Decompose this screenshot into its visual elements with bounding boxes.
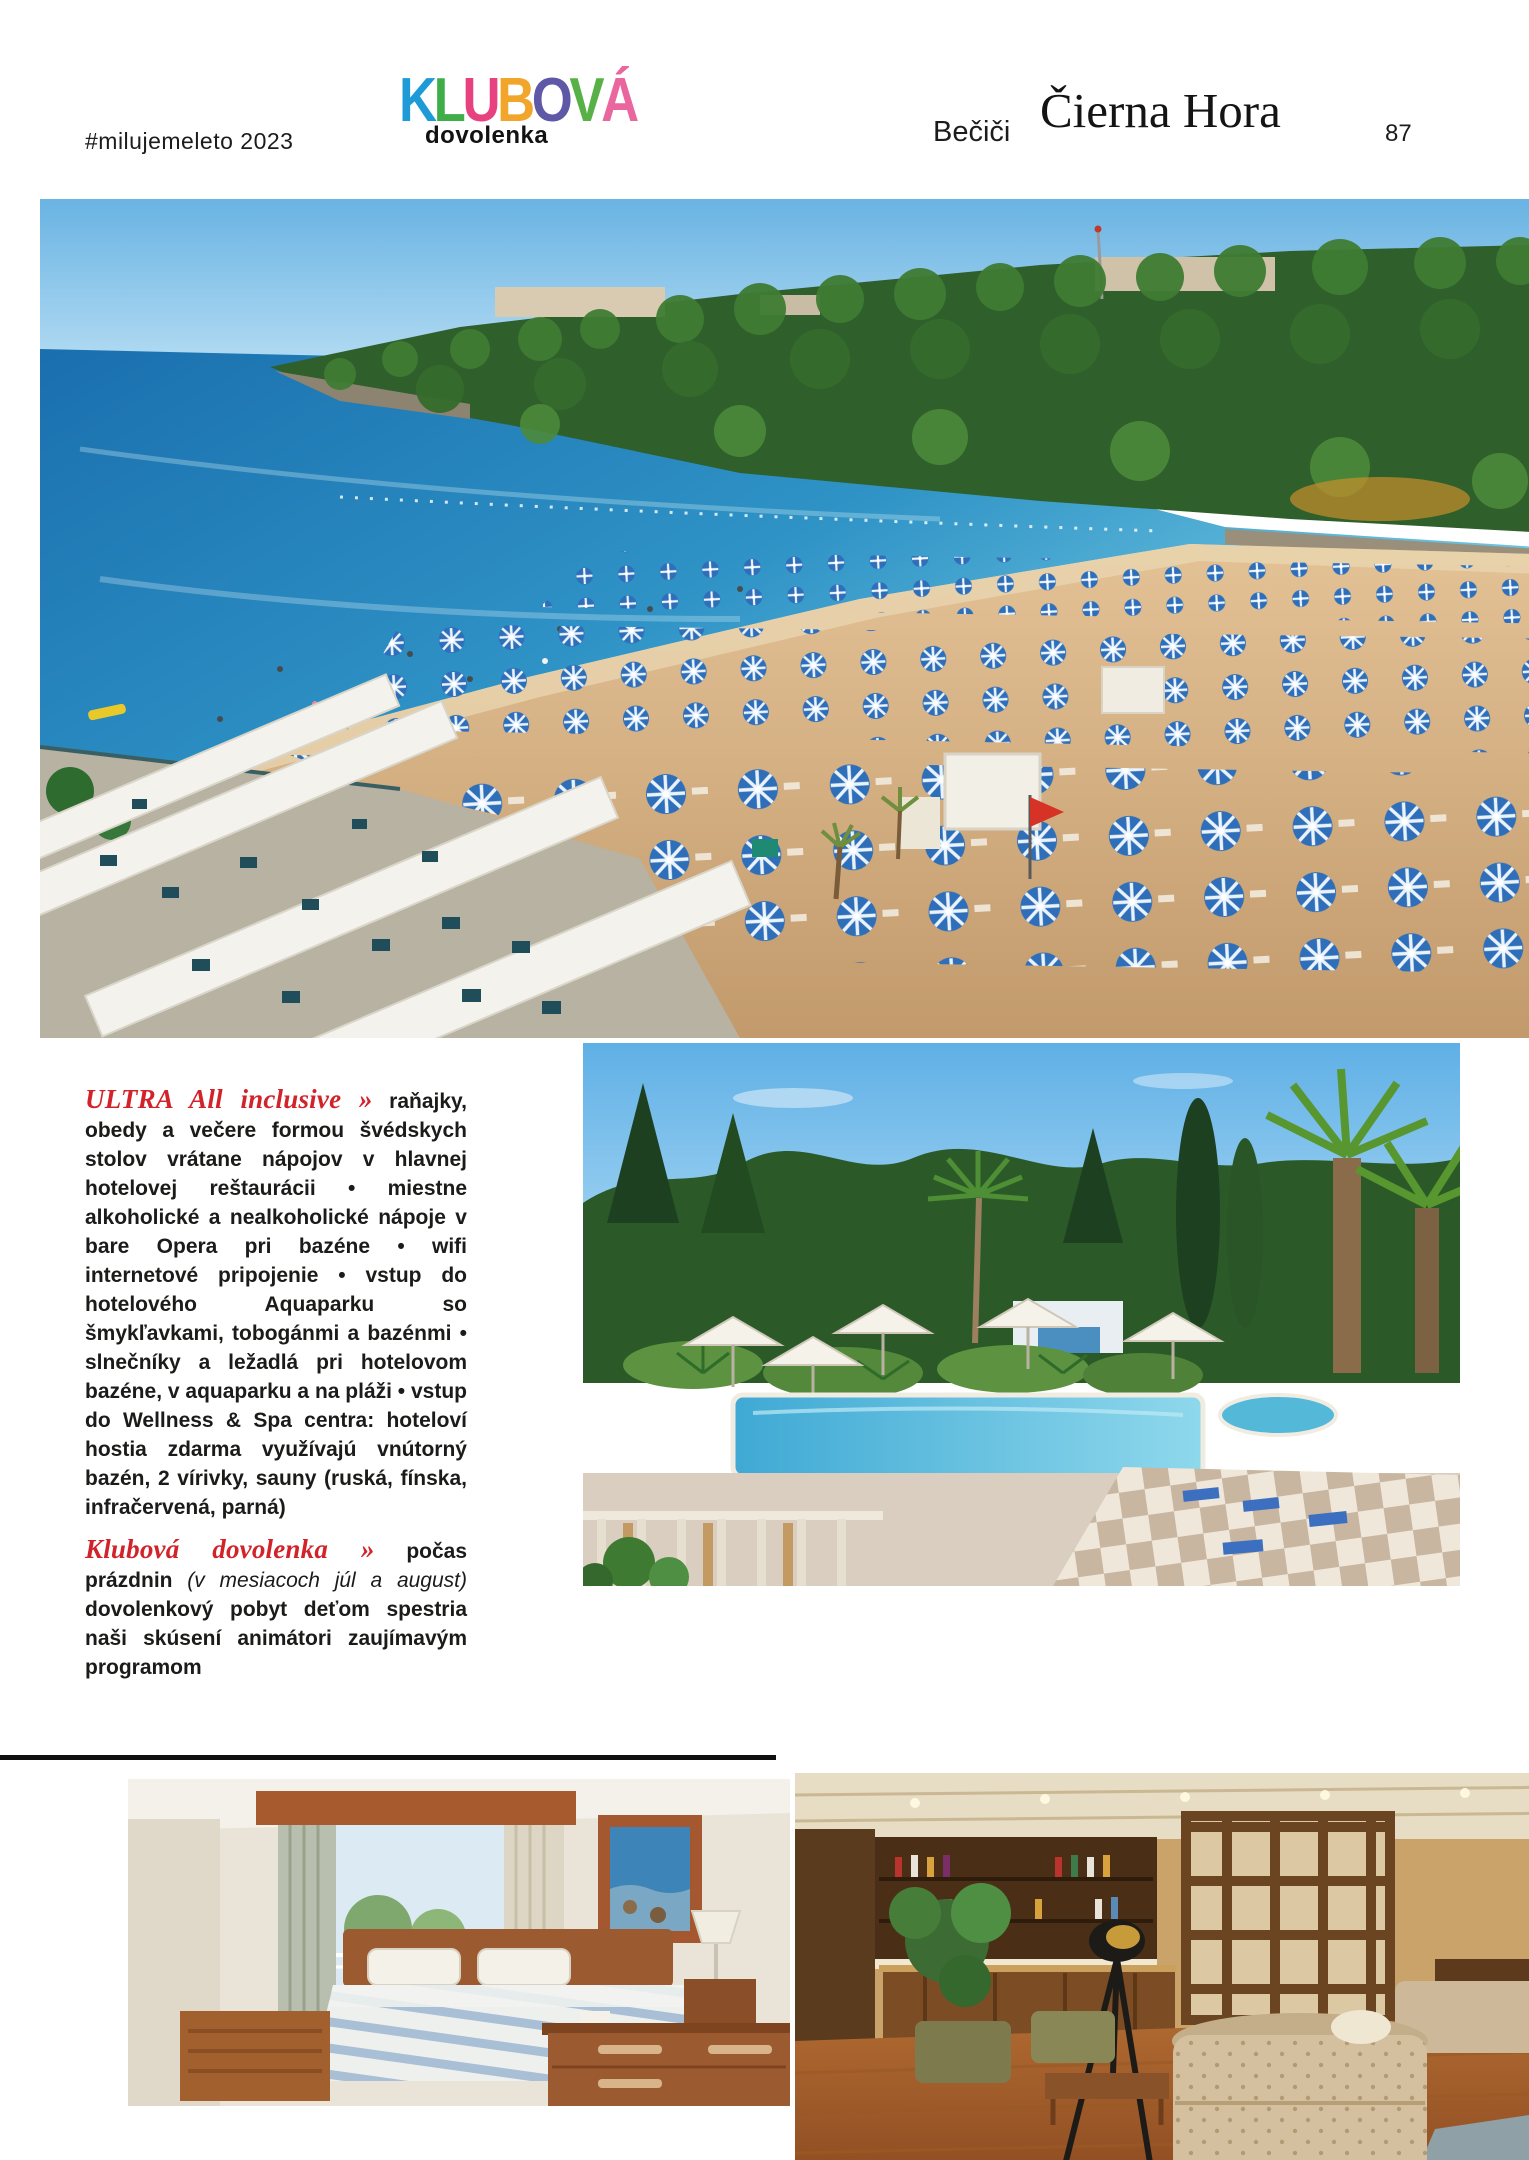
hashtag-issue: #milujemeleto 2023 <box>85 128 294 154</box>
logo-letter: O <box>531 66 570 135</box>
paragraph-all-inclusive <box>85 1085 467 1522</box>
body-klubova-italic: (v mesiacoch júl a august) <box>187 1569 467 1592</box>
logo-letter: Á <box>601 66 636 135</box>
lobby-display-cabinet <box>1181 1811 1395 2025</box>
pool-photo <box>583 1043 1460 1586</box>
pool-water <box>733 1395 1336 1477</box>
logo-letter: V <box>569 66 602 135</box>
article-text <box>85 1085 467 1682</box>
heading-klubova-dovolenka: Klubová dovolenka » <box>85 1534 375 1564</box>
resort-name: Bečiči <box>933 116 1011 148</box>
logo-letter: K <box>399 66 434 135</box>
hotel-lobby-photo <box>795 1773 1529 2160</box>
logo-letter: L <box>433 66 463 135</box>
hotel-room-photo <box>128 1779 790 2106</box>
logo-word <box>399 66 636 135</box>
room-picture-frame <box>598 1815 702 1943</box>
logo-subtitle: dovolenka <box>425 122 549 149</box>
logo-letter: B <box>497 66 532 135</box>
beach-photo <box>40 199 1529 1038</box>
paragraph-klubova-dovolenka <box>85 1535 467 1682</box>
body-klubova-suffix: dovolenkový pobyt deťom spestria naši skúsení animátori zaujímavým programom <box>85 1598 467 1679</box>
pool-deck <box>583 1467 1460 1586</box>
page-number: 87 <box>1385 120 1412 147</box>
logo-letter: U <box>462 66 498 135</box>
klubova-dovolenka-logo <box>399 66 678 149</box>
body-all-inclusive: raňajky, obedy a večere formou švédskych stolov vrátane nápojov v hlavnej hotelovej reštaurácii • miestne alkoholické a nealkoholické nápoje v bare Opera pri bazéne • wifi internetové pripojenie • vstup do hotelového Aquaparku so šmykľavkami, tobogánmi a bazénmi • slnečníky a ležadlá pri hotelovom bazéne, v aquaparku a na pláži • vstup do Wellness & Spa centra: hoteloví hostia zdarma využívajú vnútorný bazén, 2 vírivky, sauny (ruská, fínska, infračervená, parná) <box>85 1090 467 1519</box>
heading-ultra-all-inclusive: ULTRA All inclusive » <box>85 1084 373 1114</box>
destination-title: Čierna Hora <box>1040 83 1281 138</box>
body-klubova-prefix: počas prázdnin <box>85 1540 468 1592</box>
section-divider-rule <box>0 1755 776 1760</box>
